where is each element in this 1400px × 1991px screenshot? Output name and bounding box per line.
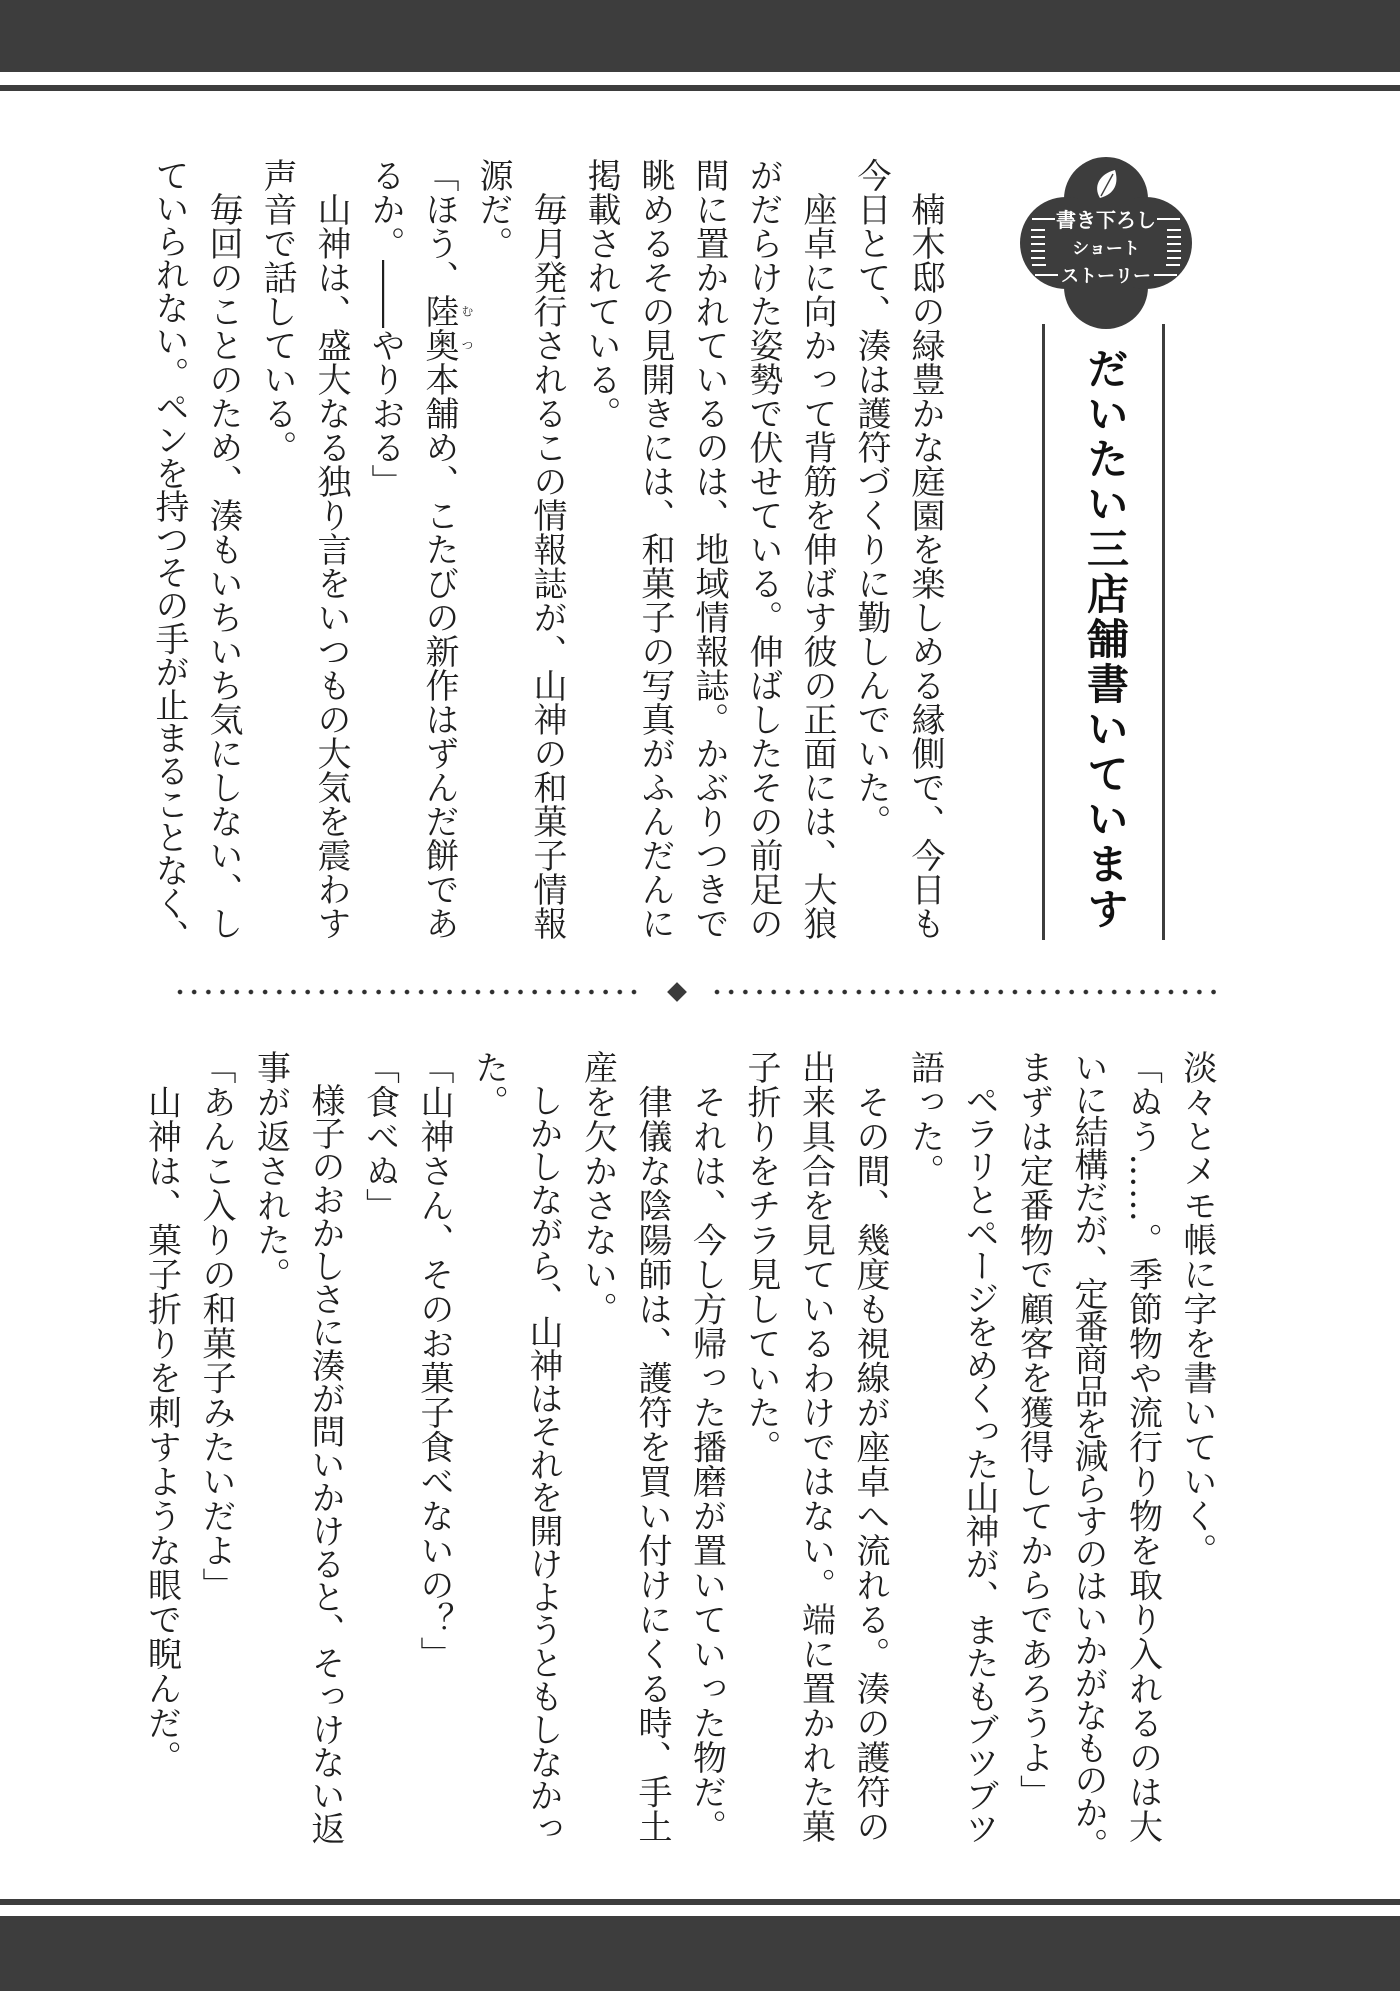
text-column: 山神は、菓子折りを刺すような眼で睨んだ。: [141, 1050, 182, 1775]
text-column: 子折りをチラ見していた。: [741, 1050, 781, 1464]
ruby-reading: むつ: [460, 305, 474, 373]
text-column: まずは定番物で顧客を獲得してからであろうよ」: [1013, 1050, 1054, 1809]
text-column: た。: [468, 1050, 509, 1119]
top-rule-line: [0, 85, 1400, 91]
text-column: 語った。: [904, 1050, 945, 1188]
ruby-prefix-text: 「ほう、: [419, 158, 459, 294]
text-column: 淡々とメモ帳に字を書いていく。: [1177, 1050, 1217, 1568]
text-column: いに結構だが、定番商品を減らすのはいかがなものか。: [1068, 1050, 1108, 1861]
text-column: 山神は、盛大なる独り言をいつもの大気を震わす: [311, 158, 351, 940]
text-column: それは、今し方帰った播磨が置いていった物だ。: [686, 1050, 727, 1844]
text-column: 産を欠かさない。: [577, 1050, 618, 1326]
badge-line-2: ショート: [1072, 239, 1140, 259]
text-column: 出来具合を見ているわけではない。端に置かれた菓: [795, 1050, 836, 1844]
text-column: ペラリとページをめくった山神が、またもブツブツ: [959, 1050, 999, 1845]
text-column: 座卓に向かって背筋を伸ばす彼の正面には、大狼: [797, 158, 837, 940]
text-column: 「ぬう……。季節物や流行り物を取り入れるのは大: [1122, 1050, 1163, 1844]
text-column: 毎回のことのため、湊もいちいち気にしない、し: [203, 158, 243, 940]
bottom-rule-line: [0, 1899, 1400, 1905]
lower-text-tier: [134, 1050, 1224, 1861]
text-column: 声音で話している。: [257, 158, 297, 464]
text-column: 事が返された。: [250, 1050, 291, 1292]
badge-line-1: 書き下ろし: [1056, 208, 1156, 232]
text-column: 律儀な陰陽師は、護符を買い付けにくる時、手土: [632, 1050, 672, 1844]
text-column: るか。――やりおる」: [365, 158, 405, 498]
badge-line-3: ストーリー: [1061, 266, 1151, 287]
text-column: その間、幾度も視線が座卓へ流れる。湊の護符の: [850, 1050, 890, 1844]
text-column: 「あんこ入りの和菓子みたいだよ」: [196, 1050, 236, 1602]
text-column: 掲載されている。: [581, 158, 621, 430]
ruby-base: [419, 294, 474, 373]
ruby-suffix-text: 本舗め、こたびの新作はずんだ餅であ: [419, 362, 459, 940]
text-column: 毎月発行されるこの情報誌が、山神の和菓子情報: [527, 158, 567, 940]
text-column: 様子のおかしさに湊が問いかけると、そっけない返: [305, 1050, 345, 1845]
dotted-divider-right: [713, 988, 1219, 996]
quatrefoil-badge-shape: [1020, 157, 1192, 329]
text-column: 「食べぬ」: [359, 1050, 400, 1223]
bottom-footer-band: [0, 1916, 1400, 1991]
text-column: ていられない。ペンを持つその手が止まることなく、: [149, 158, 189, 953]
text-column: しかしながら、山神はそれを開けようともしなかっ: [523, 1050, 563, 1845]
ruby-base-text: 陸奥: [419, 294, 459, 362]
story-title: だいたい三店舗書いています: [1081, 347, 1130, 932]
upper-text-tier: [142, 158, 952, 953]
text-column: がだらけた姿勢で伏せている。伸ばしたその前足の: [743, 158, 783, 940]
text-column: 楠木邸の緑豊かな庭園を楽しめる縁側で、今日も: [905, 158, 945, 940]
text-column-with-ruby: [412, 158, 474, 940]
top-header-band: [0, 0, 1400, 72]
text-column: 「山神さん、そのお菓子食べないの？」: [414, 1050, 454, 1671]
short-story-badge: [1020, 157, 1192, 329]
text-column: 眺めるその見開きには、和菓子の写真がふんだんに: [635, 158, 675, 940]
dotted-divider-left: [176, 988, 644, 996]
text-column: 今日とて、湊は護符づくりに勤しんでいた。: [851, 158, 891, 838]
diamond-icon: [667, 982, 687, 1002]
text-column: 間に置かれているのは、地域情報誌。かぶりつきで: [689, 158, 729, 940]
text-column: 源だ。: [473, 158, 513, 260]
